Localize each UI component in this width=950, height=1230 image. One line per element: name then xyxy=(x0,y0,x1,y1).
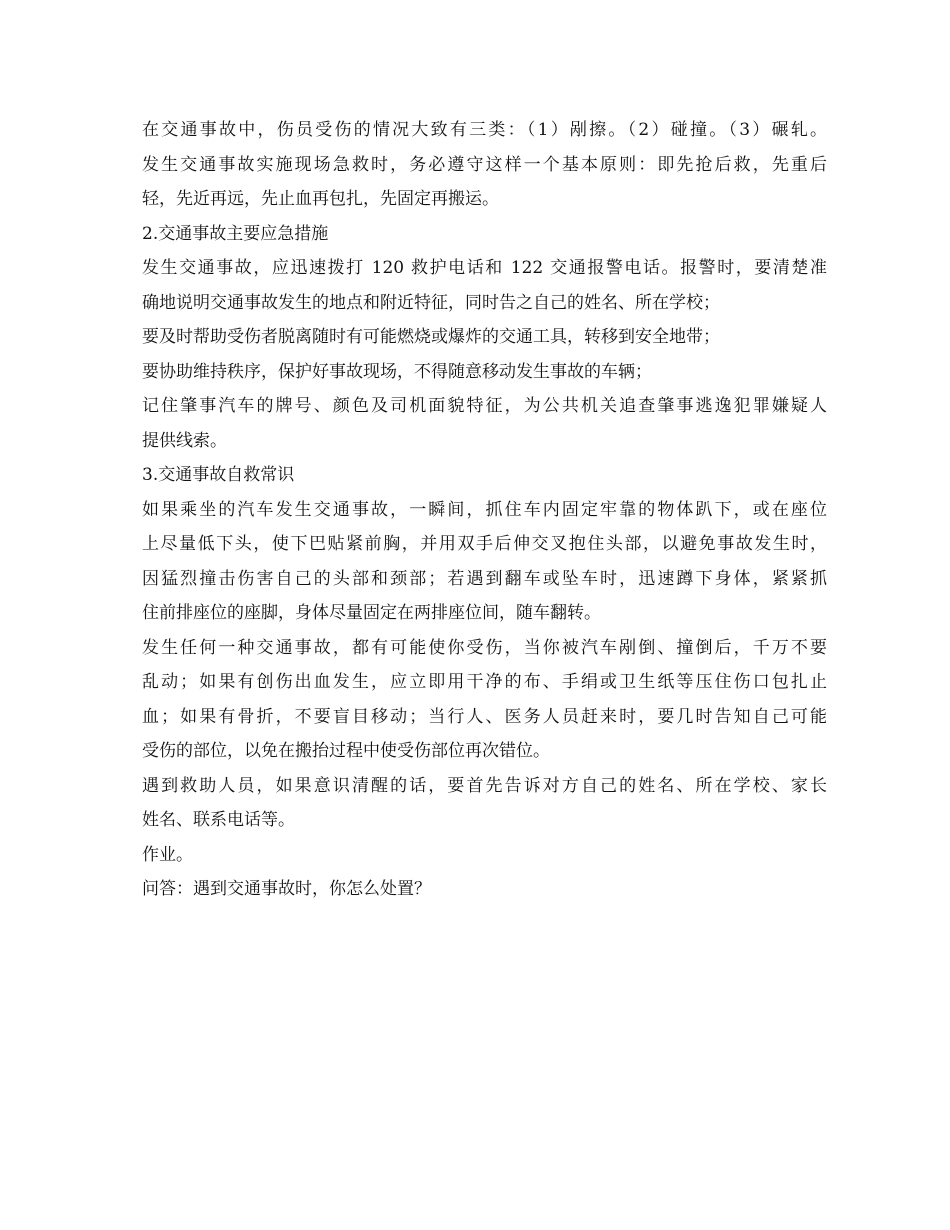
paragraph-line: 要及时帮助受伤者脱离随时有可能燃烧或爆炸的交通工具，转移到安全地带； xyxy=(142,327,720,347)
paragraph-line: 血；如果有骨折，不要盲目移动；当行人、医务人员赶来时，要几时告知自己可能 xyxy=(142,706,827,727)
document-body xyxy=(142,113,827,907)
paragraph-line: 姓名、联系电话等。 xyxy=(142,810,295,830)
paragraph-line: 轻，先近再远，先止血再包扎，先固定再搬运。 xyxy=(142,189,499,209)
paragraph-line: 上尽量低下头，使下巴贴紧前胸，并用双手后伸交叉抱住头部，以避免事故发生时， xyxy=(142,534,827,554)
paragraph-line: 因猛烈撞击伤害自己的头部和颈部；若遇到翻车或坠车时，迅速蹲下身体，紧紧抓 xyxy=(142,568,827,589)
paragraph-line: 乱动；如果有创伤出血发生，应立即用干净的布、手绢或卫生纸等压住伤口包扎止 xyxy=(142,672,827,692)
question-line: 问答：遇到交通事故时，你怎么处置？ xyxy=(142,879,431,899)
section-heading: 2.交通事故主要应急措施 xyxy=(142,223,329,244)
paragraph-line: 在交通事故中，伤员受伤的情况大致有三类：（1）剐擦。（2）碰撞。（3）碾轧。 xyxy=(142,120,827,140)
paragraph-line: 遇到救助人员，如果意识清醒的话，要首先告诉对方自己的姓名、所在学校、家长 xyxy=(142,775,827,796)
paragraph-line: 受伤的部位，以免在搬抬过程中使受伤部位再次错位。 xyxy=(142,741,550,761)
paragraph-line: 发生交通事故，应迅速拨打 120 救护电话和 122 交通报警电话。报警时，要清楚准 xyxy=(142,258,827,278)
paragraph-line: 要协助维持秩序，保护好事故现场，不得随意移动发生事故的车辆； xyxy=(142,361,652,382)
paragraph-line: 确地说明交通事故发生的地点和附近特征，同时告之自己的姓名、所在学校； xyxy=(142,292,720,313)
paragraph-line: 发生交通事故实施现场急救时，务必遵守这样一个基本原则：即先抢后救，先重后 xyxy=(142,154,827,175)
paragraph-line: 如果乘坐的汽车发生交通事故，一瞬间，抓住车内固定牢靠的物体趴下，或在座位 xyxy=(142,499,827,520)
paragraph-line: 提供线索。 xyxy=(142,430,227,451)
homework-label: 作业。 xyxy=(142,844,193,865)
paragraph-line: 记住肇事汽车的牌号、颜色及司机面貌特征，为公共机关追查肇事逃逸犯罪嫌疑人 xyxy=(142,396,827,416)
paragraph-line: 住前排座位的座脚，身体尽量固定在两排座位间，随车翻转。 xyxy=(142,603,601,623)
section-heading: 3.交通事故自救常识 xyxy=(142,465,295,485)
paragraph-line: 发生任何一种交通事故，都有可能使你受伤，当你被汽车剐倒、撞倒后，千万不要 xyxy=(142,637,827,658)
